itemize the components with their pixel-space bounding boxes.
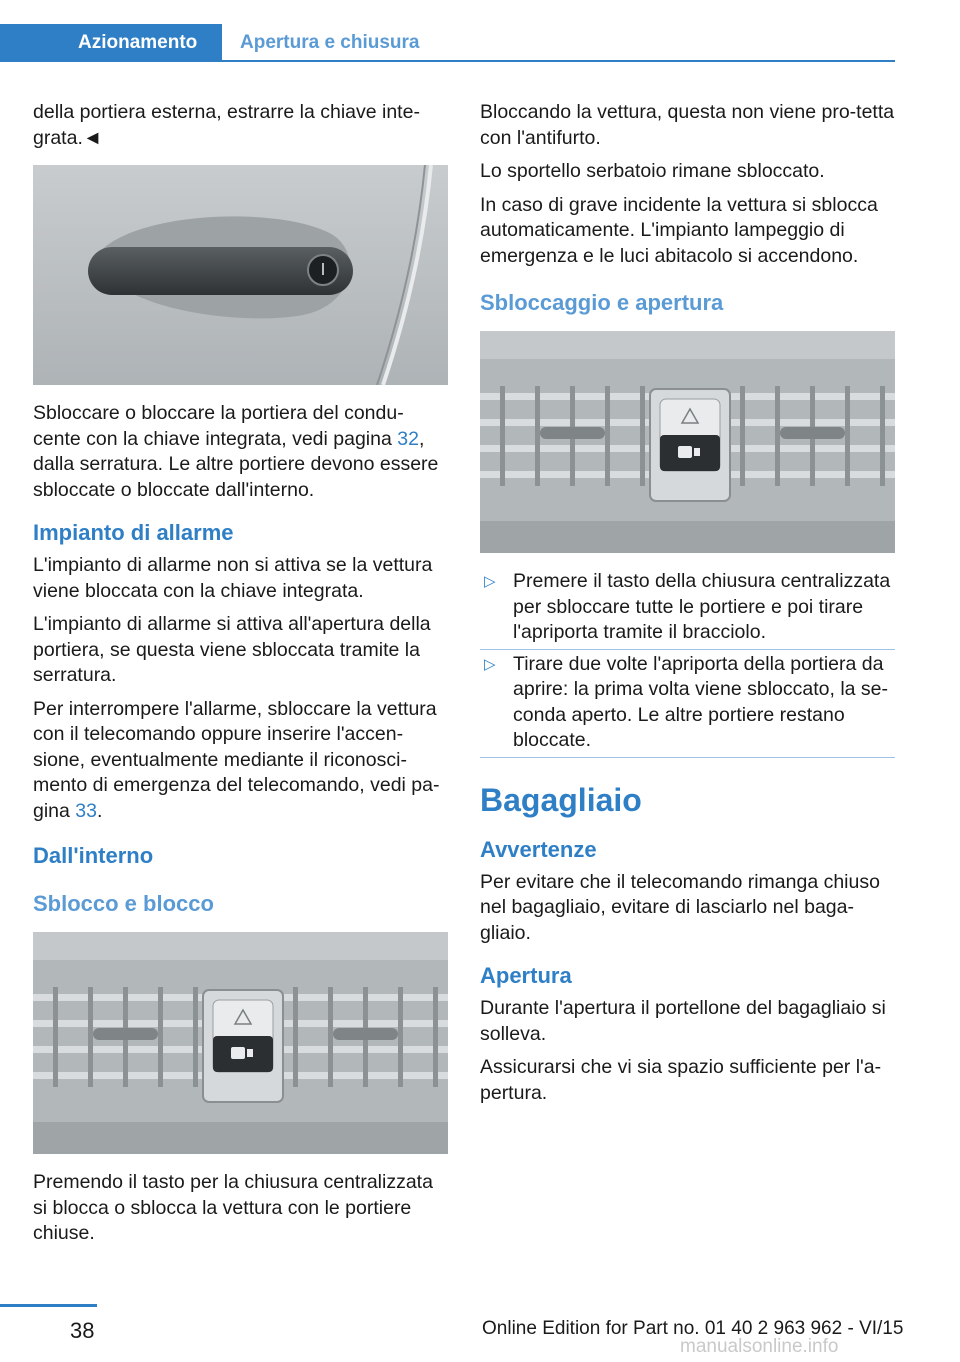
watermark: manualsonline.info: [680, 1336, 839, 1357]
alarm-paragraph-1: L'impianto di allarme non si attiva se la vettura viene bloccata con la chiave integrata.: [33, 554, 433, 602]
opening-heading: Apertura: [480, 963, 572, 988]
page-header: [0, 0, 960, 62]
right-column: [480, 100, 895, 1114]
opening-paragraph-2: Assicurarsi che vi sia spazio sufficiente per l'a-pertura.: [480, 1056, 882, 1104]
central-lock-button-photo: [33, 932, 448, 1154]
alarm-paragraph-3: Per interrompere l'allarme, sbloccare la vettura con il telecomando oppure inserire l'accen-sione, eventualmente mediante il riconosci-mento di emergenza del telecomando, vedi pa-gina 33.: [33, 697, 440, 822]
list-item: ▷ Premere il tasto della chiusura centralizzata per sbloccare tutte le portiere e poi tirare l'apriporta tramite il bracciolo.: [480, 569, 895, 646]
door-handle-photo: [33, 165, 448, 385]
alarm-paragraph-2: L'impianto di allarme si attiva all'apertura della portiera, se questa viene sbloccata tramite la serratura.: [33, 613, 431, 686]
subsection-tab[interactable]: Apertura e chiusura: [240, 32, 420, 53]
accident-paragraph: In caso di grave incidente la vettura si sblocca automaticamente. L'impianto lampeggio di emergenza e le luci abitacolo si accendono.: [480, 193, 878, 267]
central-lock-paragraph: Premendo il tasto per la chiusura centralizzata si blocca o sblocca la vettura con le portiere chiuse.: [33, 1171, 433, 1244]
warnings-paragraph: Per evitare che il telecomando rimanga chiuso nel bagagliaio, evitare di lasciarlo nel baga-gliaio.: [480, 870, 880, 944]
alarm-heading: Impianto di allarme: [33, 520, 234, 545]
lock-unlock-heading: Sblocco e blocco: [33, 891, 214, 916]
theft-paragraph: Bloccando la vettura, questa non viene pro-tetta con l'antifurto.: [480, 101, 895, 149]
continued-paragraph: della portiera esterna, estrarre la chiave inte-grata.◄: [33, 101, 420, 149]
inside-heading: Dall'interno: [33, 843, 154, 868]
left-column: [33, 100, 448, 1255]
warnings-heading: Avvertenze: [480, 836, 597, 862]
page-link-32[interactable]: 32: [397, 427, 419, 450]
unlock-open-heading: Sbloccaggio e apertura: [480, 290, 724, 315]
footer-divider: [0, 1304, 97, 1307]
unlock-steps-list: [480, 569, 895, 754]
list-item: ▷ Tirare due volte l'apriporta della portiera da aprire: la prima volta viene sbloccato, la se-conda aperto. Le altre portiere restano bloccate.: [480, 652, 895, 754]
trunk-heading: Bagagliaio: [480, 781, 642, 818]
edition-note: Online Edition for Part no. 01 40 2 963 962 - VI/15: [482, 1318, 904, 1339]
central-lock-button-photo-2: [480, 331, 895, 553]
header-divider: [0, 60, 895, 62]
page-link-33[interactable]: 33: [75, 799, 97, 822]
unlock-driver-paragraph: Sbloccare o bloccare la portiera del condu-cente con la chiave integrata, vedi pagina 32, dalla serratura. Le altre portiere devono essere sbloccate o bloccate dall'interno.: [33, 402, 439, 501]
triangle-bullet-icon: ▷: [484, 573, 496, 590]
page-number: 38: [70, 1318, 95, 1343]
fuel-paragraph: Lo sportello serbatoio rimane sbloccato.: [480, 160, 825, 182]
section-tab[interactable]: Azionamento: [0, 24, 222, 62]
opening-paragraph-1: Durante l'apertura il portellone del bagagliaio si solleva.: [480, 997, 886, 1045]
triangle-bullet-icon: ▷: [484, 655, 496, 673]
